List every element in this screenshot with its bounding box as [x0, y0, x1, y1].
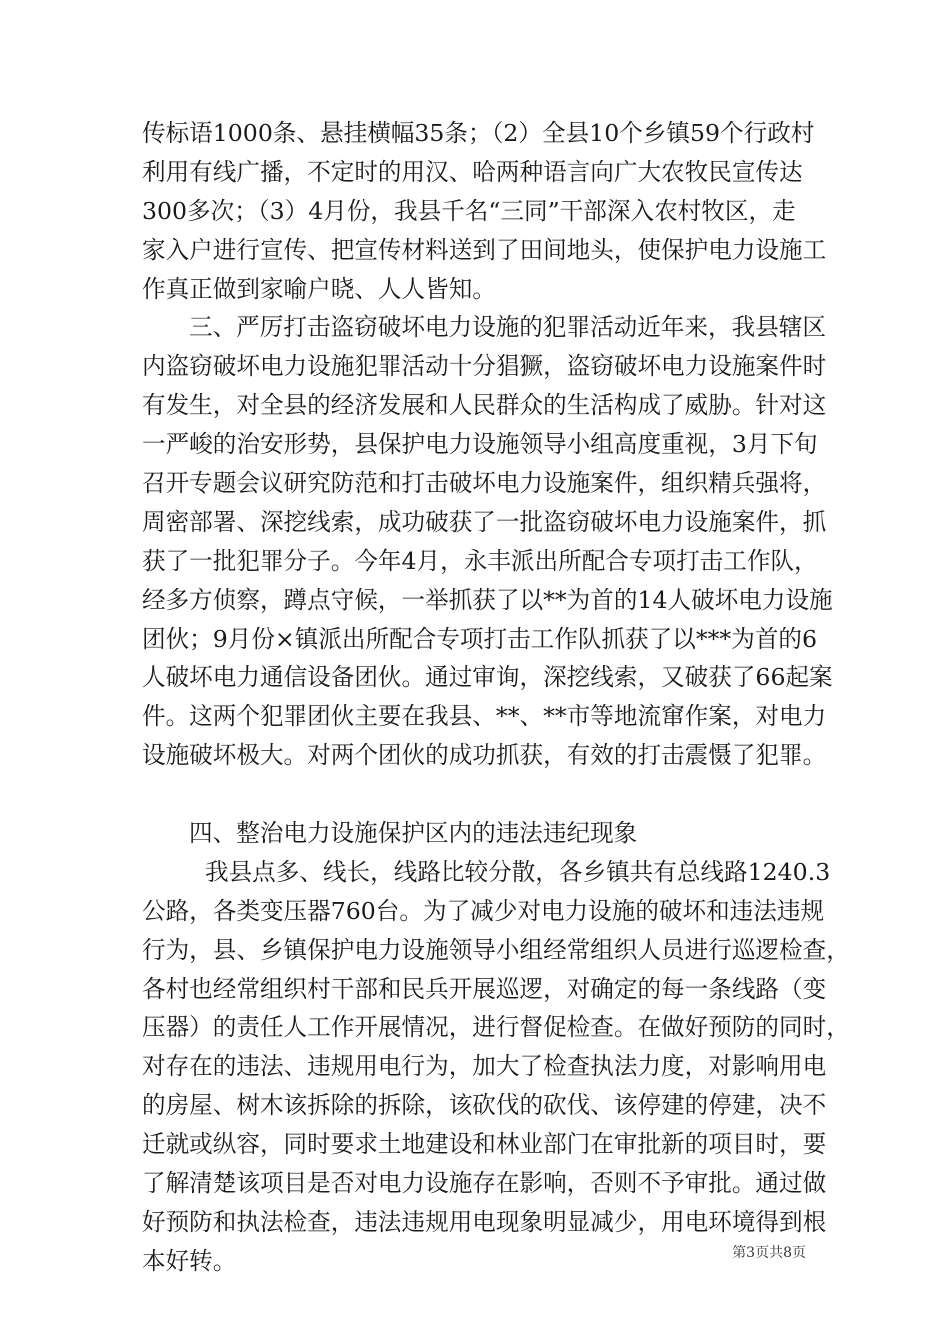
text-line: 压器）的责任人工作开展情况，进行督促检查。在做好预防的同时， [142, 1013, 850, 1042]
text-line: 设施破坏极大。对两个团伙的成功抓获，有效的打击震慑了犯罪。 [142, 741, 827, 770]
section-heading-line: 三、严厉打击盗窃破坏电力设施的犯罪活动近年来，我县辖区 [189, 313, 827, 342]
text-line: 好预防和执法检查，违法违规用电现象明显减少，用电环境得到根 [142, 1207, 827, 1236]
text-line: 获了一批犯罪分子。今年4月，永丰派出所配合专项打击工作队， [142, 546, 818, 575]
text-line: 了解清楚该项目是否对电力设施存在影响，否则不予审批。通过做 [142, 1169, 827, 1198]
text-line: 的房屋、树木该拆除的拆除，该砍伐的砍伐、该停建的停建，决不 [142, 1091, 827, 1120]
text-line: 对存在的违法、违规用电行为，加大了检查执法力度，对影响用电 [142, 1052, 827, 1081]
text-line: 周密部署、深挖线索，成功破获了一批盗窃破坏电力设施案件，抓 [142, 507, 827, 536]
paragraph-publicity [142, 114, 827, 308]
text-line: 召开专题会议研究防范和打击破坏电力设施案件，组织精兵强将， [142, 469, 827, 498]
text-line: 经多方侦察，蹲点守候，一举抓获了以**为首的14人破坏电力设施 [142, 585, 833, 614]
text-line [142, 775, 808, 814]
paragraph-rectify [142, 853, 850, 1281]
text-line: 利用有线广播，不定时的用汉、哈两种语言向广大农牧民宣传达 [142, 157, 803, 186]
text-line: 团伙；9月份×镇派出所配合专项打击工作队抓获了以***为首的6 [142, 624, 818, 653]
text-line: 各村也经常组织村干部和民兵开展巡逻，对确定的每一条线路（变 [142, 974, 827, 1003]
text-line: 本好转。 [142, 1246, 237, 1275]
text-line: 内盗窃破坏电力设施犯罪活动十分猖獗，盗窃破坏电力设施案件时 [142, 352, 827, 381]
text-line: 我县点多、线长，线路比较分散，各乡镇共有总线路1240.3 [205, 857, 831, 886]
text-line: 迁就或纵容，同时要求土地建设和林业部门在审批新的项目时，要 [142, 1130, 827, 1159]
document-body [142, 114, 850, 1281]
section-heading-rectify [142, 814, 808, 853]
text-line: 有发生，对全县的经济发展和人民群众的生活构成了威胁。针对这 [142, 391, 827, 420]
text-line: 作真正做到家喻户晓、人人皆知。 [142, 274, 496, 303]
text-line: 行为，县、乡镇保护电力设施领导小组经常组织人员进行巡逻检查， [142, 935, 850, 964]
text-line: 人破坏电力通信设备团伙。通过审询，深挖线索，又破获了66起案 [142, 663, 833, 692]
text-line: 公路，各类变压器760台。为了减少对电力设施的破坏和违法违规 [142, 896, 825, 925]
text-line: 家入户进行宣传、把宣传材料送到了田间地头，使保护电力设施工 [142, 235, 827, 264]
page-number: 第3页共8页 [732, 1245, 806, 1261]
paragraph-crackdown [142, 308, 833, 814]
text-line: 300多次；（3）4月份，我县千名“三同”干部深入农村牧区，走 [142, 196, 796, 225]
section-heading: 四、整治电力设施保护区内的违法违纪现象 [189, 819, 638, 848]
text-line: 传标语1000条、悬挂横幅35条；（2）全县10个乡镇59个行政村 [142, 119, 815, 147]
text-line: 一严峻的治安形势，县保护电力设施领导小组高度重视，3月下旬 [142, 430, 818, 459]
text-line: 件。这两个犯罪团伙主要在我县、**、**市等地流窜作案，对电力 [142, 702, 827, 731]
